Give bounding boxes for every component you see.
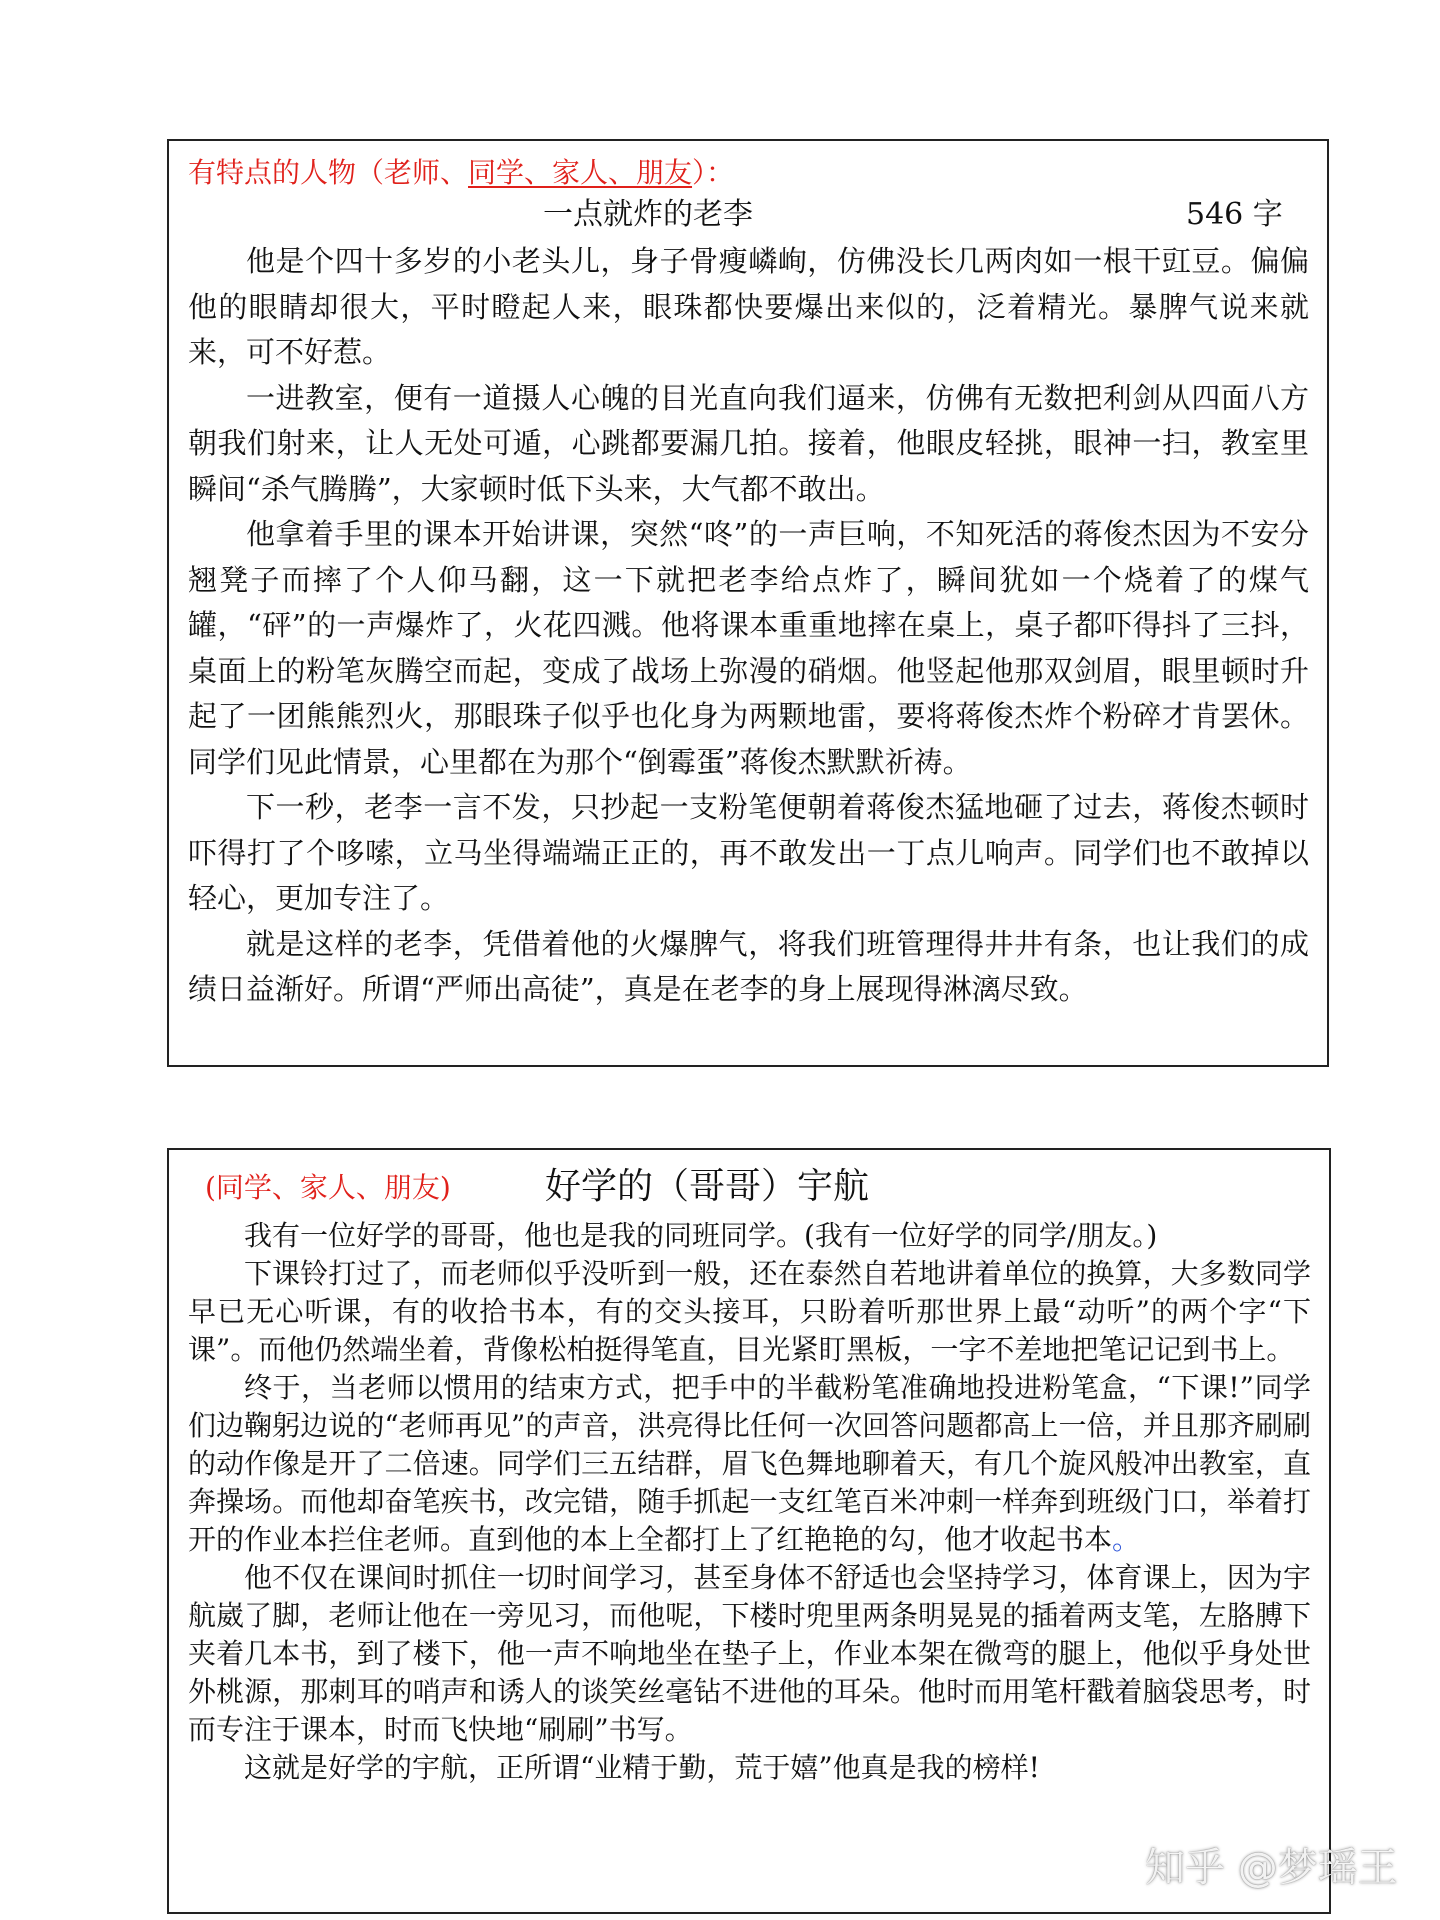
paragraph: 一进教室，便有一道摄人心魄的目光直向我们逼来，仿佛有无数把利剑从四面八方朝我们射来，让人无处可遁，心跳都要漏几拍。接着，他眼皮轻挑，眼神一扫，教室里瞬间“杀气腾腾”，大家顿时低下头来，大气都不敢出。	[188, 380, 1309, 506]
paragraph: 他不仅在课间时抓住一切时间学习，甚至身体不舒适也会坚持学习，体育课上，因为宇航崴了脚，老师让他在一旁见习，而他呢，下楼时兜里两条明晃晃的插着两支笔，左胳膊下夹着几本书，到了楼下，他一声不响地坐在垫子上，作业本架在微弯的腿上，他似乎身处世外桃源，那刺耳的哨声和诱人的谈笑丝毫钻不进他的耳朵。他时而用笔杆戳着脑袋思考，时而专注于课本，时而飞快地“刷刷”书写。	[188, 1561, 1311, 1746]
paragraph: 他拿着手里的课本开始讲课，突然“咚”的一声巨响，不知死活的蒋俊杰因为不安分翘凳子而摔了个人仰马翻，这一下就把老李给点炸了，瞬间犹如一个烧着了的煤气罐，“砰”的一声爆炸了，火花四溅。他将课本重重地摔在桌上，桌子都吓得抖了三抖，桌面上的粉笔灰腾空而起，变成了战场上弥漫的硝烟。他竖起他那双剑眉，眼里顿时升起了一团熊熊烈火，那眼珠子似乎也化身为两颗地雷，要将蒋俊杰炸个粉碎才肯罢休。同学们见此情景，心里都在为那个“倒霉蛋”蒋俊杰默默祈祷。	[188, 517, 1309, 779]
essay-1-word-count: 546 字	[1186, 197, 1283, 232]
paragraph-text: 终于，当老师以惯用的结束方式，把手中的半截粉笔准确地投进粉笔盒，“下课!”同学们边鞠躬边说的“老师再见”的声音，洪亮得比任何一次回答问题都高上一倍，并且那齐刷刷的动作像是开了二倍速。同学们三五结群，眉飞色舞地聊着天，有几个旋风般冲出教室，直奔操场。而他却奋笔疾书，改完错，随手抓起一支红笔百米冲刺一样奔到班级门口，举着打开的作业本拦住老师。直到他的本上全都打上了红艳艳的勾，他才收起书本	[188, 1371, 1311, 1556]
essay-1-box	[167, 139, 1329, 1067]
category-suffix: ）：	[692, 156, 735, 189]
paragraph: 我有一位好学的哥哥，他也是我的同班同学。(我有一位好学的同学/朋友。)	[244, 1219, 1158, 1252]
paragraph: 这就是好学的宇航，正所谓“业精于勤，荒于嬉”他真是我的榜样!	[244, 1751, 1040, 1784]
essay-1-category	[188, 153, 734, 193]
paragraph: 他是个四十多岁的小老头儿，身子骨瘦嶙峋，仿佛没长几两肉如一根干豇豆。偏偏他的眼睛却很大，平时瞪起人来，眼珠都快要爆出来似的，泛着精光。暴脾气说来就来，可不好惹。	[188, 244, 1309, 369]
essay-1-body	[188, 239, 1309, 1013]
end-mark: 。	[1112, 1523, 1141, 1556]
paragraph: 下课铃打过了，而老师似乎没听到一般，还在泰然自若地讲着单位的换算，大多数同学早已无心听课，有的收拾书本，有的交头接耳，只盼着听那世界上最“动听”的两个字“下课”。而他仍然端坐着，背像松柏挺得笔直，目光紧盯黑板，一字不差地把笔记记到书上。	[188, 1257, 1311, 1366]
essay-2-title: 好学的（哥哥）宇航	[545, 1166, 870, 1207]
watermark: 知乎 @梦瑶王	[1145, 1845, 1398, 1891]
category-underlined: 同学、家人、朋友	[468, 156, 693, 189]
paragraph	[188, 1369, 1311, 1559]
essay-2-body	[188, 1217, 1311, 1787]
essay-1-title: 一点就炸的老李	[543, 197, 753, 232]
category-prefix: 有特点的人物（老师、	[188, 156, 469, 189]
paragraph: 下一秒，老李一言不发，只抄起一支粉笔便朝着蒋俊杰猛地砸了过去，蒋俊杰顿时吓得打了个哆嗦，立马坐得端端正正的，再不敢发出一丁点儿响声。同学们也不敢掉以轻心，更加专注了。	[188, 790, 1309, 915]
essay-2-box	[167, 1148, 1331, 1914]
essay-2-category: (同学、家人、朋友)	[205, 1171, 451, 1204]
paragraph: 就是这样的老李，凭借着他的火爆脾气，将我们班管理得井井有条，也让我们的成绩日益渐好。所谓“严师出高徒”，真是在老李的身上展现得淋漓尽致。	[188, 926, 1309, 1006]
